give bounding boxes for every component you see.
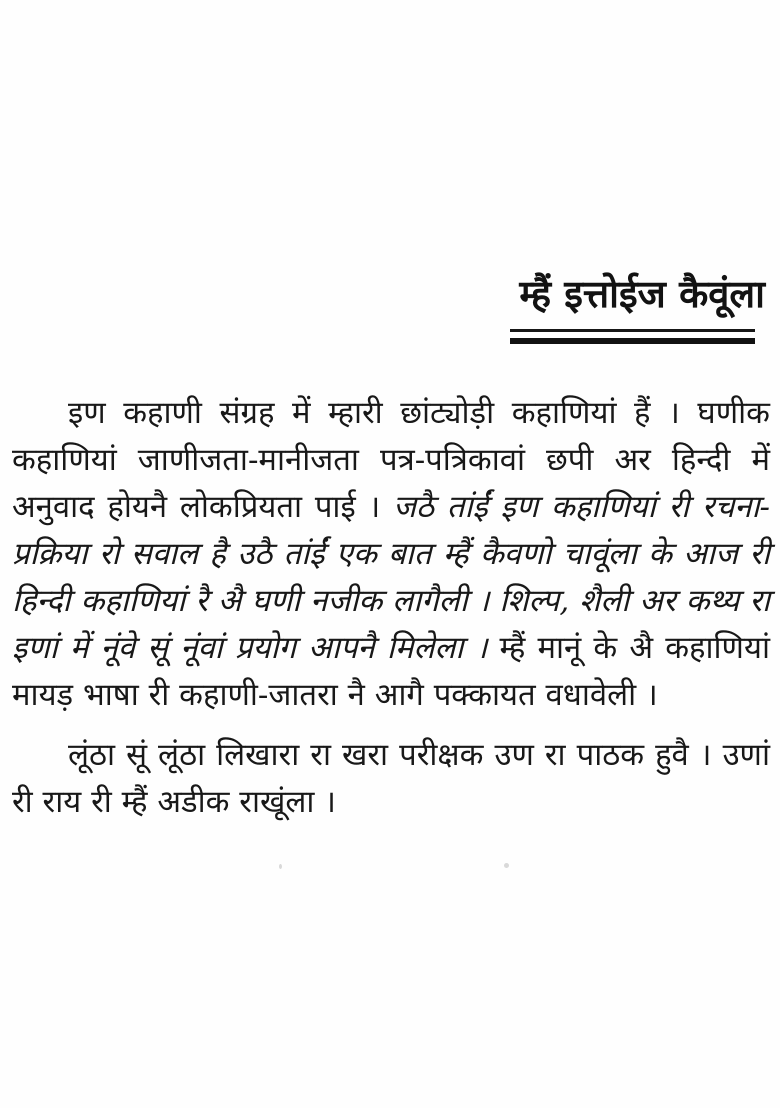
paragraph-1-segment-3: म्हैं मानूं के अै कहाणियां मायड़ भाषा री कहाणी-जातरा नै आगै पक्कायत वधावेली । xyxy=(12,629,770,713)
paragraph-1-segment-1: इण कहाणी संग्रह में म्हारी छांट्योड़ी कहाणियां हैं । घणीक कहाणियां जाणीजता-मानीजता पत्र-पत्रिकावां छपी अर हिन्दी में अनुवाद होयनै लोकप्रियता पाई । xyxy=(12,394,770,525)
heading-double-rule xyxy=(510,329,755,344)
scan-speck xyxy=(504,863,509,868)
paragraph-2-segment-1: लूंठा सूं लूंठा लिखारा रा खरा परीक्षक उण रा पाठक हुवै । उणां री राय री म्हैं अडीक राखूंला । xyxy=(12,736,770,820)
paragraph-2 xyxy=(12,732,770,826)
paragraph-1 xyxy=(12,390,770,719)
scan-speck xyxy=(279,864,282,869)
body-text xyxy=(12,390,770,826)
page-title: म्हैं इत्तोईज कैवूंला xyxy=(519,271,765,316)
paragraph-1-segment-2: जठै तांईं इण कहाणियां री रचना-प्रक्रिया रो सवाल है उठै तांईं एक बात म्हैं कैवणो चावूंला के आज री हिन्दी कहाणियां रै अै घणी नजीक लागैली । शिल्प, शैली अर कथ्य रा इणां में नूंवे सूं नूंवां प्रयोग आपनै मिलेला । xyxy=(12,488,770,666)
chapter-heading-block xyxy=(0,270,765,344)
